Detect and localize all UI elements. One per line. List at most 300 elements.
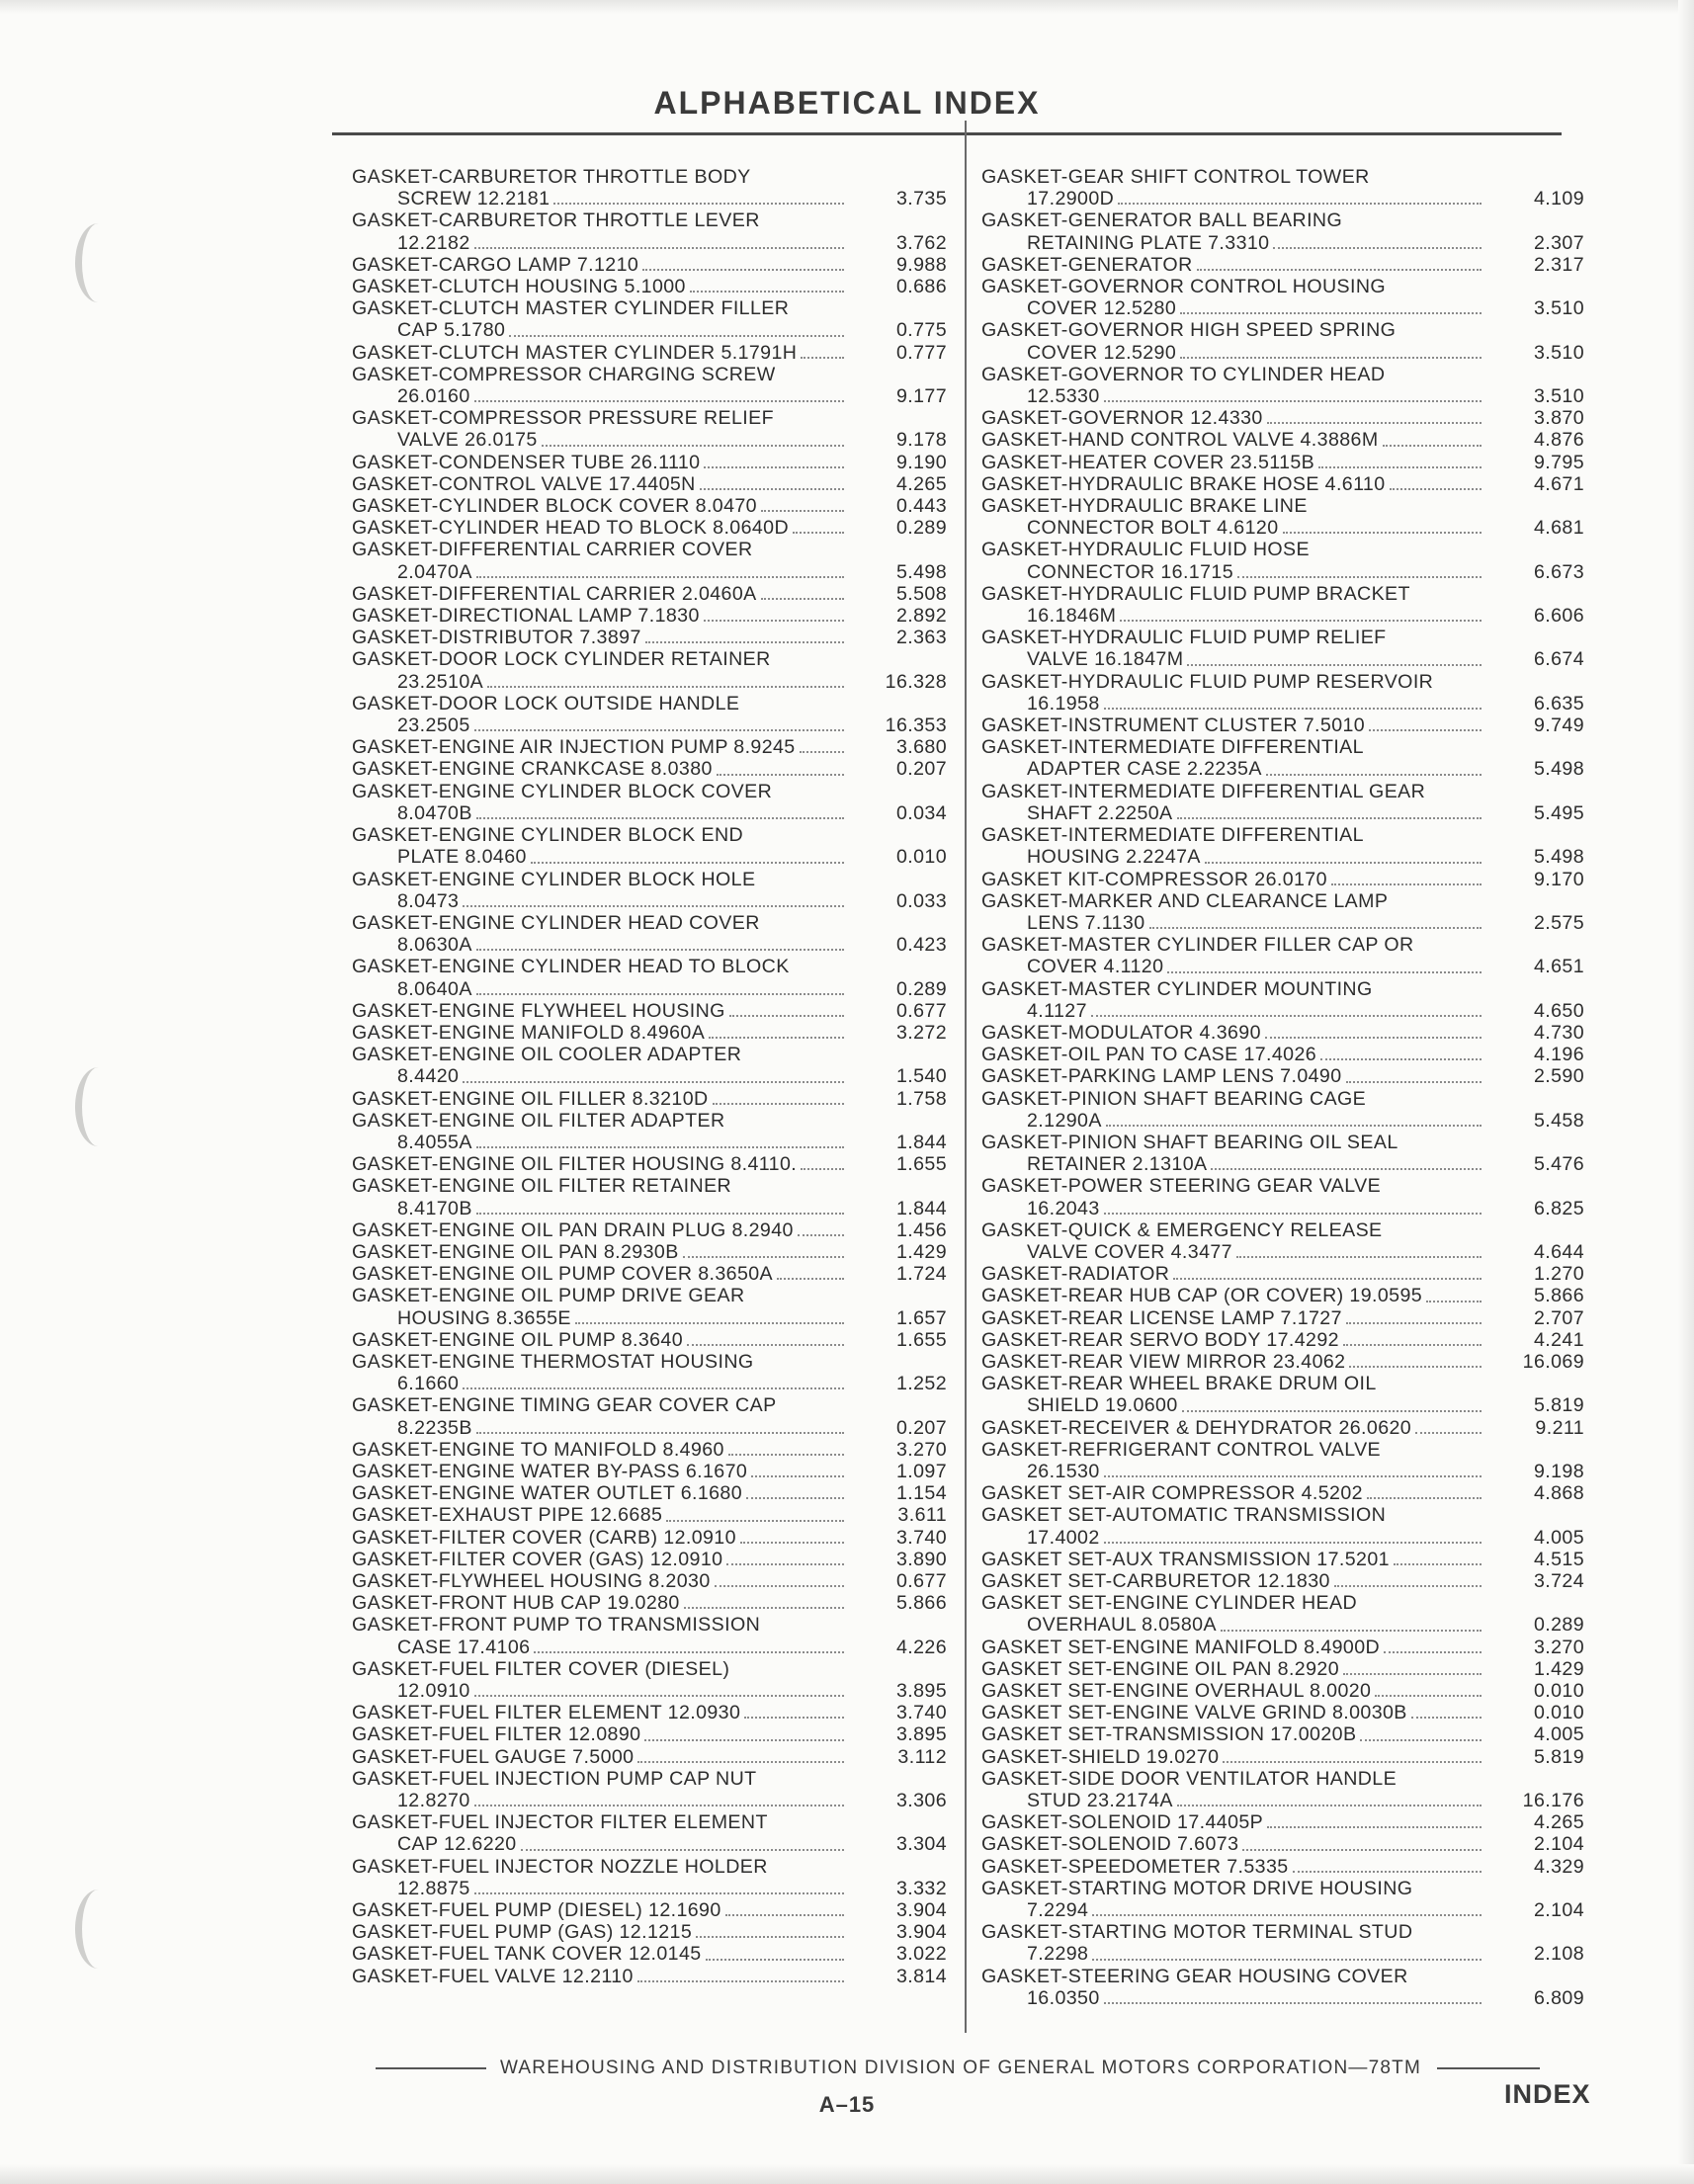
entry-line: [981, 364, 1584, 385]
entry-line: [352, 1022, 947, 1044]
index-entry: [981, 890, 1584, 934]
entry-page-ref: 2.108: [1533, 1943, 1584, 1966]
dot-leader: [729, 1015, 844, 1017]
entry-line: [352, 1966, 947, 1987]
entry-page-ref: 9.749: [1533, 714, 1584, 737]
entry-text: GASKET-CLUTCH MASTER CYLINDER FILLER: [352, 297, 790, 320]
entry-page-ref: 3.735: [895, 188, 947, 210]
dot-leader: [1273, 247, 1482, 249]
entry-line: [981, 583, 1584, 605]
entry-text: COVER 12.5280: [1027, 297, 1177, 320]
entry-page-ref: 9.198: [1533, 1460, 1584, 1482]
entry-text: GASKET-ENGINE CYLINDER BLOCK COVER: [352, 780, 773, 802]
dot-leader: [1120, 620, 1482, 622]
entry-page-ref: 5.498: [1533, 846, 1584, 869]
entry-page-ref: 2.307: [1533, 231, 1584, 254]
entry-text: SCREW 12.2181: [397, 188, 551, 210]
entry-continuation-line: [981, 1110, 1584, 1132]
entry-text: HOUSING 8.3655E: [397, 1306, 571, 1329]
entry-text: GASKET-FUEL TANK COVER 12.0145: [352, 1943, 702, 1966]
entry-continuation-line: [352, 1132, 947, 1153]
dot-leader: [1177, 1805, 1482, 1806]
index-entry: [352, 1723, 947, 1745]
entry-line: [981, 166, 1584, 188]
entry-page-ref: 2.317: [1533, 253, 1584, 276]
entry-text: 12.8875: [397, 1877, 470, 1899]
index-entry: [981, 583, 1584, 627]
dot-leader: [1267, 422, 1482, 424]
entry-page-ref: 1.154: [895, 1482, 947, 1505]
entry-line: [352, 1504, 947, 1526]
dot-leader: [1205, 862, 1482, 864]
entry-text: RETAINER 2.1310A: [1027, 1153, 1208, 1176]
entry-line: [352, 824, 947, 846]
page-right-edge: [1678, 0, 1694, 2184]
entry-text: GASKET-MASTER CYLINDER MOUNTING: [981, 977, 1373, 1000]
entry-page-ref: 0.010: [895, 846, 947, 869]
entry-text: 2.1290A: [1027, 1109, 1102, 1132]
index-entry: [981, 1723, 1584, 1745]
dot-leader: [642, 269, 844, 271]
entry-text: GASKET-CONDENSER TUBE 26.1110: [352, 451, 701, 473]
entry-text: GASKET-HYDRAULIC FLUID HOSE: [981, 539, 1310, 561]
index-entry: [981, 539, 1584, 582]
dot-leader: [1167, 971, 1482, 973]
entry-text: GASKET-CARGO LAMP 7.1210: [352, 253, 639, 276]
entry-line: [352, 1219, 947, 1241]
index-entry: [981, 1285, 1584, 1306]
dot-leader: [534, 1651, 844, 1653]
dot-leader: [476, 1213, 844, 1215]
entry-line: [352, 452, 947, 473]
dot-leader: [713, 1103, 844, 1105]
entry-continuation-line: [981, 1241, 1584, 1263]
entry-continuation-line: [352, 385, 947, 407]
entry-line: [352, 1088, 947, 1110]
index-entry: [352, 1263, 947, 1285]
entry-line: [981, 1175, 1584, 1197]
dot-leader: [728, 1454, 844, 1456]
entry-line: [981, 452, 1584, 473]
entry-line: [352, 869, 947, 890]
index-entry: [352, 648, 947, 692]
index-entry: [352, 1592, 947, 1614]
entry-continuation-line: [981, 1527, 1584, 1549]
entry-page-ref: 3.762: [895, 231, 947, 254]
dot-leader: [463, 1081, 844, 1083]
index-entry: [981, 1680, 1584, 1702]
entry-line: [352, 342, 947, 364]
page-title: ALPHABETICAL INDEX: [653, 85, 1041, 121]
index-entry: [981, 210, 1584, 253]
entry-page-ref: 4.876: [1533, 429, 1584, 452]
index-entry: [352, 342, 947, 364]
entry-text: GASKET-HEATER COVER 23.5115B: [981, 451, 1315, 473]
entry-text: GASKET-FUEL INJECTION PUMP CAP NUT: [352, 1767, 757, 1790]
entry-line: [352, 210, 947, 231]
entry-page-ref: 2.707: [1533, 1306, 1584, 1329]
entry-text: GASKET-ENGINE OIL FILTER ADAPTER: [352, 1109, 725, 1132]
index-entry: [352, 1219, 947, 1241]
dot-leader: [704, 620, 844, 622]
entry-text: GASKET-ENGINE OIL PAN 8.2930B: [352, 1240, 679, 1263]
entry-continuation-line: [352, 1307, 947, 1329]
entry-continuation-line: [352, 1680, 947, 1702]
index-entry: [981, 1439, 1584, 1482]
index-entry: [981, 452, 1584, 473]
entry-continuation-line: [981, 1899, 1584, 1921]
dot-leader: [1106, 1125, 1482, 1127]
binder-hole-top: [75, 223, 122, 302]
entry-page-ref: 6.809: [1533, 1986, 1584, 2009]
entry-line: [352, 583, 947, 605]
dot-leader: [487, 686, 844, 688]
entry-text: GASKET-ENGINE FLYWHEEL HOUSING: [352, 999, 725, 1022]
entry-continuation-line: [981, 693, 1584, 714]
entry-text: GASKET-ENGINE CYLINDER BLOCK HOLE: [352, 868, 756, 890]
dot-leader: [1349, 1366, 1482, 1368]
entry-line: [981, 1329, 1584, 1351]
dot-leader: [637, 1980, 844, 1982]
dot-leader: [1383, 445, 1482, 447]
index-entry: [352, 1921, 947, 1943]
entry-line: [352, 1921, 947, 1943]
dot-leader: [463, 905, 844, 907]
entry-page-ref: 0.034: [895, 801, 947, 824]
entry-line: [981, 1811, 1584, 1833]
entry-text: ADAPTER CASE 2.2235A: [1027, 758, 1262, 781]
index-entry: [981, 1921, 1584, 1965]
entry-line: [981, 1373, 1584, 1394]
entry-text: GASKET-PINION SHAFT BEARING OIL SEAL: [981, 1131, 1398, 1153]
entry-text: 4.1127: [1027, 999, 1087, 1022]
entry-text: GASKET-FUEL INJECTOR NOZZLE HOLDER: [352, 1855, 768, 1878]
index-entry: [352, 1614, 947, 1657]
entry-text: 2.0470A: [397, 560, 472, 583]
index-entry: [981, 1044, 1584, 1065]
index-entry: [352, 781, 947, 824]
entry-text: GASKET-ENGINE OIL PUMP COVER 8.3650A: [352, 1263, 774, 1286]
index-entry: [981, 1658, 1584, 1680]
entry-line: [981, 671, 1584, 693]
entry-page-ref: 9.190: [895, 451, 947, 473]
index-entry: [352, 254, 947, 276]
entry-page-ref: 1.252: [895, 1373, 947, 1395]
entry-continuation-line: [981, 1614, 1584, 1636]
entry-text: GASKET-EXHAUST PIPE 12.6685: [352, 1504, 663, 1527]
entry-text: GASKET-RECEIVER & DEHYDRATOR 26.0620: [981, 1416, 1412, 1439]
entry-text: GASKET-GOVERNOR 12.4330: [981, 407, 1263, 430]
entry-line: [981, 736, 1584, 758]
entry-page-ref: 1.758: [895, 1087, 947, 1110]
entry-text: GASKET-CYLINDER BLOCK COVER 8.0470: [352, 495, 757, 518]
binder-hole-bottom: [75, 1890, 122, 1969]
entry-text: 17.4002: [1027, 1526, 1100, 1549]
entry-page-ref: 0.207: [895, 1416, 947, 1439]
entry-page-ref: 3.895: [895, 1723, 947, 1746]
entry-line: [981, 1549, 1584, 1570]
entry-continuation-line: [981, 758, 1584, 780]
entry-text: GASKET-FLYWHEEL HOUSING 8.2030: [352, 1570, 711, 1592]
entry-text: OVERHAUL 8.0580A: [1027, 1614, 1217, 1637]
entry-line: [352, 1943, 947, 1965]
entry-text: GASKET-ENGINE OIL COOLER ADAPTER: [352, 1044, 742, 1066]
entry-text: GASKET-ENGINE OIL PAN DRAIN PLUG 8.2940: [352, 1218, 794, 1241]
entry-page-ref: 0.289: [1533, 1614, 1584, 1637]
entry-text: 8.2235B: [397, 1416, 472, 1439]
index-entry: [352, 912, 947, 956]
entry-text: 17.2900D: [1027, 188, 1115, 210]
entry-text: GASKET-ENGINE WATER OUTLET 6.1680: [352, 1482, 743, 1505]
entry-line: [352, 1000, 947, 1022]
entry-line: [352, 1110, 947, 1132]
column-divider: [965, 121, 967, 2033]
dot-leader: [476, 817, 844, 819]
dot-leader: [704, 466, 844, 468]
dot-leader: [531, 862, 844, 864]
index-entry: [981, 1373, 1584, 1416]
entry-text: GASKET-ENGINE TIMING GEAR COVER CAP: [352, 1394, 777, 1417]
entry-page-ref: 4.671: [1533, 472, 1584, 495]
entry-page-ref: 5.819: [1533, 1394, 1584, 1417]
index-entry: [352, 1175, 947, 1218]
entry-line: [981, 824, 1584, 846]
entry-continuation-line: [981, 385, 1584, 407]
index-entry: [352, 1811, 947, 1855]
dot-leader: [726, 1563, 844, 1565]
entry-continuation-line: [981, 1987, 1584, 2009]
entry-text: GASKET SET-ENGINE MANIFOLD 8.4900D: [981, 1636, 1381, 1658]
dot-leader: [687, 1344, 844, 1346]
dot-leader: [1180, 357, 1482, 359]
index-entry: [352, 452, 947, 473]
entry-page-ref: 6.606: [1533, 605, 1584, 628]
index-entry: [981, 1856, 1584, 1878]
entry-line: [352, 1263, 947, 1285]
entry-line: [352, 517, 947, 539]
dot-leader: [1091, 1015, 1482, 1017]
dot-leader: [1173, 1278, 1482, 1280]
entry-line: [981, 781, 1584, 802]
entry-text: GASKET-CYLINDER HEAD TO BLOCK 8.0640D: [352, 517, 790, 540]
index-entry: [981, 1811, 1584, 1833]
footer-rule-right: [1437, 2067, 1540, 2069]
dot-leader: [1104, 1213, 1482, 1215]
entry-page-ref: 0.010: [1533, 1680, 1584, 1703]
entry-page-ref: 0.289: [895, 977, 947, 1000]
entry-continuation-line: [352, 561, 947, 583]
index-entry: [352, 1943, 947, 1965]
entry-line: [981, 1482, 1584, 1504]
entry-line: [352, 407, 947, 429]
entry-page-ref: 4.730: [1533, 1021, 1584, 1044]
entry-page-ref: 3.332: [895, 1877, 947, 1899]
entry-text: SHIELD 19.0600: [1027, 1394, 1178, 1417]
dot-leader: [1118, 203, 1482, 205]
entry-text: GASKET-CARBURETOR THROTTLE LEVER: [352, 210, 760, 232]
entry-text: GASKET SET-CARBURETOR 12.1830: [981, 1570, 1330, 1592]
index-entry: [352, 1461, 947, 1482]
entry-page-ref: 2.104: [1533, 1833, 1584, 1856]
page-number: A–15: [818, 2092, 876, 2117]
index-entry: [352, 166, 947, 210]
dot-leader: [1415, 1432, 1482, 1434]
index-entry: [981, 1307, 1584, 1329]
entry-line: [981, 869, 1584, 890]
entry-line: [352, 276, 947, 297]
entry-line: [981, 1219, 1584, 1241]
entry-continuation-line: [981, 1394, 1584, 1416]
entry-text: 12.0910: [397, 1680, 470, 1703]
entry-text: GASKET-FUEL PUMP (GAS) 12.1215: [352, 1921, 693, 1944]
entry-page-ref: 1.655: [895, 1328, 947, 1351]
entry-line: [352, 473, 947, 495]
dot-leader: [474, 1892, 844, 1894]
index-entry: [981, 495, 1584, 539]
entry-text: GASKET-RADIATOR: [981, 1263, 1170, 1286]
entry-line: [981, 1132, 1584, 1153]
entry-text: GASKET-GEAR SHIFT CONTROL TOWER: [981, 166, 1370, 188]
dot-leader: [666, 1520, 844, 1522]
entry-page-ref: 16.069: [1522, 1350, 1584, 1373]
entry-line: [981, 1768, 1584, 1790]
entry-page-ref: 1.429: [895, 1240, 947, 1263]
entry-line: [981, 1658, 1584, 1680]
entry-text: GASKET-POWER STEERING GEAR VALVE: [981, 1175, 1382, 1198]
entry-page-ref: 2.575: [1533, 911, 1584, 934]
dot-leader: [476, 576, 844, 578]
entry-page-ref: 0.775: [895, 319, 947, 342]
index-entry: [352, 1351, 947, 1394]
entry-text: GASKET-INTERMEDIATE DIFFERENTIAL GEAR: [981, 780, 1426, 802]
entry-continuation-line: [981, 846, 1584, 868]
dot-leader: [740, 1542, 844, 1544]
entry-text: GASKET-ENGINE OIL FILTER HOUSING 8.4110.: [352, 1153, 798, 1176]
entry-text: 16.1958: [1027, 692, 1100, 714]
entry-page-ref: 0.677: [895, 1570, 947, 1592]
dot-leader: [1334, 1585, 1482, 1587]
index-entry: [352, 605, 947, 627]
entry-text: GASKET-MODULATOR 4.3690: [981, 1021, 1261, 1044]
entry-page-ref: 5.866: [895, 1592, 947, 1615]
entry-continuation-line: [981, 912, 1584, 934]
dot-leader: [1266, 774, 1482, 776]
index-entry: [352, 1394, 947, 1438]
index-entry: [352, 1439, 947, 1461]
index-entry: [981, 1637, 1584, 1658]
entry-text: GASKET-GENERATOR BALL BEARING: [981, 210, 1343, 232]
entry-line: [981, 1637, 1584, 1658]
index-entry: [352, 758, 947, 780]
entry-line: [981, 473, 1584, 495]
entry-text: GASKET-ENGINE CRANKCASE 8.0380: [352, 758, 713, 781]
entry-text: GASKET-FUEL GAUGE 7.5000: [352, 1745, 635, 1768]
entry-page-ref: 5.498: [895, 560, 947, 583]
entry-text: 8.4170B: [397, 1197, 472, 1219]
entry-text: GASKET-FILTER COVER (GAS) 12.0910: [352, 1548, 723, 1570]
entry-page-ref: 2.590: [1533, 1065, 1584, 1088]
dot-leader: [709, 1037, 844, 1039]
entry-continuation-line: [352, 1878, 947, 1899]
dot-leader: [1223, 1761, 1482, 1763]
entry-text: GASKET-MARKER AND CLEARANCE LAMP: [981, 889, 1389, 912]
entry-text: GASKET-REAR LICENSE LAMP 7.1727: [981, 1306, 1342, 1329]
section-tab: INDEX: [1504, 2079, 1591, 2109]
entry-text: HOUSING 2.2247A: [1027, 846, 1201, 869]
entry-line: [981, 254, 1584, 276]
entry-page-ref: 0.207: [895, 758, 947, 781]
index-entry: [981, 736, 1584, 780]
entry-page-ref: 3.510: [1533, 341, 1584, 364]
entry-text: GASKET-ENGINE OIL PUMP DRIVE GEAR: [352, 1285, 745, 1307]
entry-line: [352, 1746, 947, 1768]
entry-text: COVER 12.5290: [1027, 341, 1177, 364]
entry-page-ref: 6.674: [1533, 648, 1584, 671]
dot-leader: [1265, 1037, 1482, 1039]
entry-line: [981, 1504, 1584, 1526]
dot-leader: [1346, 1081, 1482, 1083]
entry-page-ref: 4.265: [1533, 1811, 1584, 1834]
index-entry: [352, 1088, 947, 1110]
index-entry: [981, 1878, 1584, 1921]
entry-line: [352, 495, 947, 517]
entry-text: 8.0630A: [397, 934, 472, 957]
entry-text: GASKET-OIL PAN TO CASE 17.4026: [981, 1044, 1317, 1066]
entry-line: [981, 319, 1584, 341]
index-entry: [352, 1746, 947, 1768]
dot-leader: [801, 357, 844, 359]
entry-text: GASKET-QUICK & EMERGENCY RELEASE: [981, 1218, 1383, 1241]
entry-text: GASKET-MASTER CYLINDER FILLER CAP OR: [981, 934, 1414, 957]
entry-page-ref: 3.510: [1533, 297, 1584, 320]
entry-continuation-line: [352, 319, 947, 341]
index-entry: [352, 210, 947, 253]
index-entry: [981, 714, 1584, 736]
entry-line: [981, 978, 1584, 1000]
entry-text: GASKET-INTERMEDIATE DIFFERENTIAL: [981, 736, 1364, 759]
entry-page-ref: 1.270: [1533, 1263, 1584, 1286]
entry-text: GASKET-STARTING MOTOR DRIVE HOUSING: [981, 1877, 1413, 1899]
entry-text: 8.4055A: [397, 1131, 472, 1153]
entry-line: [352, 736, 947, 758]
entry-page-ref: 0.033: [895, 889, 947, 912]
entry-line: [981, 1592, 1584, 1614]
dot-leader: [644, 1739, 844, 1741]
entry-page-ref: 6.825: [1533, 1197, 1584, 1219]
entry-continuation-line: [352, 429, 947, 451]
entry-text: RETAINING PLATE 7.3310: [1027, 231, 1270, 254]
dot-leader: [690, 291, 844, 293]
entry-text: GASKET-ENGINE OIL FILTER RETAINER: [352, 1175, 732, 1198]
entry-continuation-line: [352, 1637, 947, 1658]
entry-page-ref: 1.429: [1533, 1657, 1584, 1680]
index-entry: [352, 824, 947, 868]
binder-hole-middle: [75, 1067, 122, 1146]
entry-line: [981, 1285, 1584, 1306]
entry-line: [981, 1921, 1584, 1943]
entry-line: [981, 1065, 1584, 1087]
index-entry: [352, 1768, 947, 1811]
entry-text: GASKET SET-ENGINE OIL PAN 8.2920: [981, 1657, 1339, 1680]
entry-continuation-line: [352, 188, 947, 210]
entry-page-ref: 0.443: [895, 495, 947, 518]
entry-continuation-line: [352, 671, 947, 693]
entry-page-ref: 3.904: [895, 1921, 947, 1944]
entry-line: [981, 1746, 1584, 1768]
entry-text: GASKET-FRONT HUB CAP 19.0280: [352, 1592, 680, 1615]
entry-text: GASKET-FUEL FILTER ELEMENT 12.0930: [352, 1702, 741, 1724]
entry-text: GASKET-DIFFERENTIAL CARRIER COVER: [352, 539, 753, 561]
